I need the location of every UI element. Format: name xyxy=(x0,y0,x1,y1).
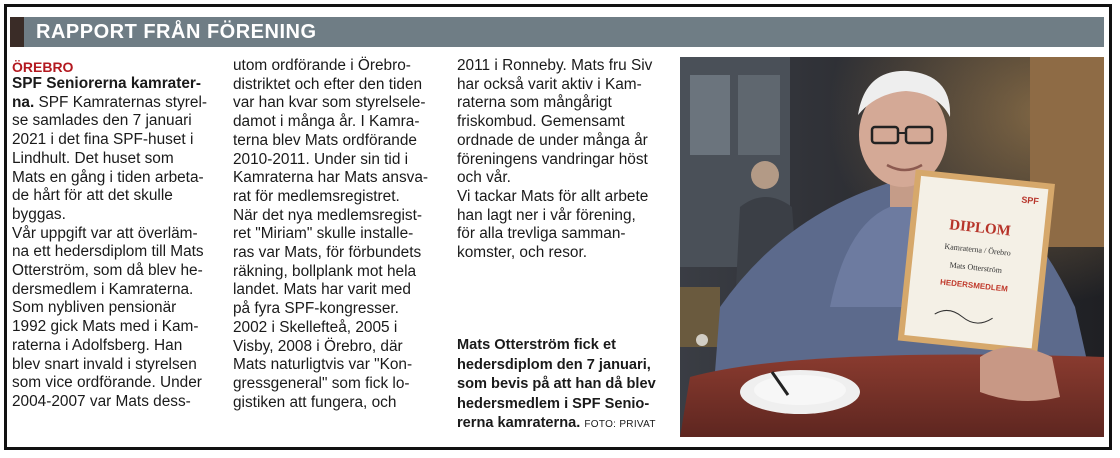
article-text-2: utom ordförande i Örebro- distriktet och efter den tiden var han kvar som styrelsele- damot i många år. I Kamra- terna blev Mats ordförande 2010-2011. Under sin tid i Kamraterna har Mats ansva- rat för medlemsregistret. När det nya medlemsregist- ret "Miriam" skulle installe- ras var Mats, för förbundets räkning, bollplank mot hela landet. Mats har varit med på fyra SPF-kongresser. 2002 i Skellefteå, 2005 i Visby, 2008 i Örebro, där Mats naturligtvis var "Kon- gressgeneral" som fick lo- gistiken att fungera, och xyxy=(233,57,429,411)
section-banner xyxy=(10,17,1104,47)
article-location: ÖREBRO xyxy=(12,59,74,75)
banner-mark xyxy=(10,17,24,47)
diploma-line-3: HEDERSMEDLEM xyxy=(939,277,1009,294)
article-column-1 xyxy=(12,57,227,412)
article-column-3 xyxy=(457,57,672,263)
diploma-title: DIPLOM xyxy=(948,217,1012,240)
photo-illustration xyxy=(680,57,1104,437)
article-photo xyxy=(680,57,1104,437)
diploma-logo: SPF xyxy=(1020,194,1040,207)
article-text-1: SPF Kamraternas styrel- se samlades den 7 januari 2021 i det fina SPF-huset i Lindhult. Det huset som Mats en gång i tiden arbeta- de hårt för att det skulle byggas. Vår uppgift var att överläm- na ett hedersdiplom till Mats Otterström, som då blev he- dersmedlem i Kamraterna. Som nybliven pensionär 1992 gick Mats med i Kam- raterna i Adolfsberg. Han blev snart invald i styrelsen som vice ordförande. Under 2004-2007 var Mats dess- xyxy=(12,93,208,410)
diploma-line-2: Mats Otterström xyxy=(949,260,1003,275)
caption-text: Mats Otterström fick et hedersdiplom den 7 januari, som bevis på att han då blev hedersmedlem i SPF Senio- rerna kamraterna. xyxy=(457,337,656,432)
section-label: RAPPORT FRÅN FÖRENING xyxy=(36,21,317,43)
article-paragraph-1 xyxy=(12,75,227,412)
article-text-3: 2011 i Ronneby. Mats fru Siv har också varit aktiv i Kam- raterna som mångårigt friskombud. Gemensamt ordnade de under många år föreningens vandringar höst och vår. Vi tackar Mats för allt arbete han lagt ner i vår förening, för alla trevliga samman- komster, och resor. xyxy=(457,57,653,262)
photo-caption xyxy=(457,336,677,435)
article-column-2 xyxy=(233,57,453,412)
photo-credit: FOTO: PRIVAT xyxy=(584,419,656,431)
article-lead: SPF Seniorerna kamrater- na. xyxy=(12,75,202,111)
diploma-line-1: Kamraterna / Örebro xyxy=(944,241,1012,258)
